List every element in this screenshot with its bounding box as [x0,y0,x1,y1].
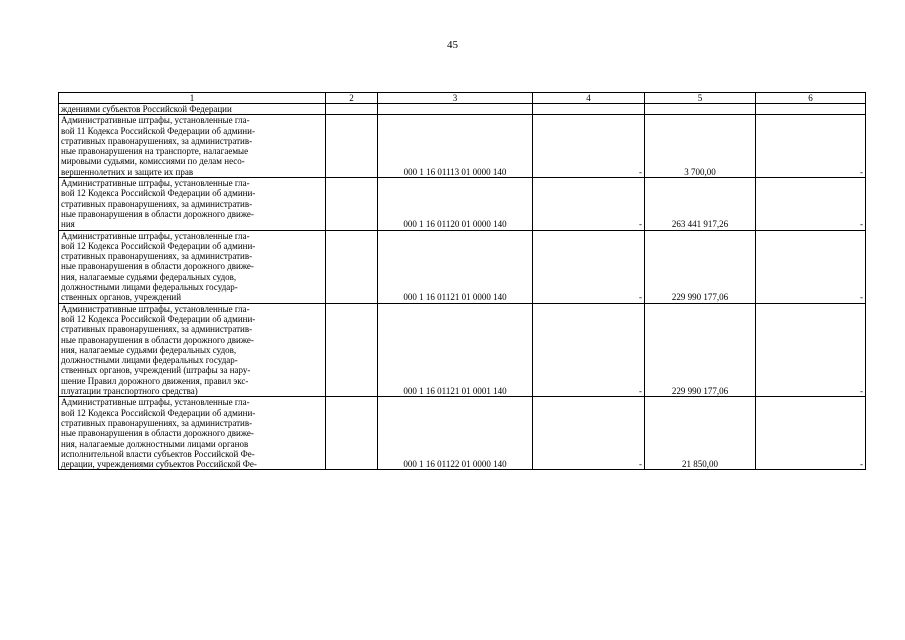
description-cell [59,230,326,303]
header-cell-3: 3 [378,93,533,104]
description-line: мировыми судьями, комиссиями по делам несо- [61,156,245,167]
description-line: ные правонарушения на транспорте, налагаемые [61,146,249,157]
page-number: 45 [447,39,458,51]
description-line: плуатации транспортного средства) [61,386,198,397]
column-2-cell [326,230,378,303]
header-cell-4: 4 [533,93,645,104]
description-line: Административные штрафы, установленные гла- [61,230,250,241]
header-cell-2: 2 [326,93,378,104]
description-line: должностными лицами федеральных государ- [61,355,238,366]
description-line: ные правонарушения в области дорожного движе- [61,428,254,439]
description-cell [59,397,326,470]
budget-code-cell: 000 1 16 01121 01 0000 140 [378,230,533,303]
table-row [59,303,866,397]
description-line: исполнительной власти субъектов Российской Фе- [61,448,255,459]
description-line: вой 12 Кодекса Российской Федерации об админи- [61,407,256,418]
description-line: вой 12 Кодекса Российской Федерации об админи- [61,240,256,251]
header-cell-6: 6 [756,93,866,104]
description-line: вершеннолетних и защите их прав [61,166,194,177]
description-cell [59,303,326,397]
column-6-cell: - [756,303,866,397]
description-line: ственных органов, учреждений (штрафы за нару- [61,365,251,376]
description-cell [59,115,326,178]
header-cell-5: 5 [645,93,756,104]
column-2-cell [326,104,378,115]
budget-code-cell [378,104,533,115]
budget-code-cell: 000 1 16 01120 01 0000 140 [378,178,533,230]
column-2-cell [326,397,378,470]
budget-code-cell: 000 1 16 01113 01 0000 140 [378,115,533,178]
column-6-cell [756,104,866,115]
description-line: вой 12 Кодекса Российской Федерации об админи- [61,188,256,199]
description-line: стративных правонарушениях, за административ- [61,198,253,209]
amount-cell: 21 850,00 [645,397,756,470]
description-line: вой 12 Кодекса Российской Федерации об админи- [61,313,256,324]
column-6-cell: - [756,115,866,178]
column-6-cell: - [756,178,866,230]
description-line: стративных правонарушениях, за административ- [61,324,253,335]
table-row [59,397,866,470]
table-row [59,115,866,178]
description-line: ственных органов, учреждений [61,292,182,303]
amount-cell: 229 990 177,06 [645,303,756,397]
description-line: Административные штрафы, установленные гла- [61,397,250,408]
column-6-cell: - [756,397,866,470]
column-2-cell [326,115,378,178]
description-line: Административные штрафы, установленные гла- [61,303,250,314]
budget-table [58,92,866,470]
column-6-cell: - [756,230,866,303]
amount-cell [645,104,756,115]
column-2-cell [326,303,378,397]
header-cell-1: 1 [59,93,326,104]
description-line: дерации, учреждениями субъектов Российской Фе- [61,459,257,470]
budget-code-cell: 000 1 16 01121 01 0001 140 [378,303,533,397]
amount-cell: 3 700,00 [645,115,756,178]
table-row [59,230,866,303]
description-line: ные правонарушения в области дорожного движе- [61,334,254,345]
budget-code-cell: 000 1 16 01122 01 0000 140 [378,397,533,470]
column-4-cell [533,104,645,115]
description-line: ния, налагаемые должностными лицами органов [61,438,249,449]
amount-cell: 263 441 917,26 [645,178,756,230]
description-line: шение Правил дорожного движения, правил экс- [61,375,249,386]
description-line: ные правонарушения в области дорожного движе- [61,261,254,272]
description-cell [59,178,326,230]
description-line: Административные штрафы, установленные гла- [61,178,250,189]
column-4-cell: - [533,115,645,178]
description-line: ждениями субъектов Российской Федерации [61,104,232,114]
description-line: стративных правонарушениях, за административ- [61,135,253,146]
header-row [59,93,866,104]
description-line: ные правонарушения в области дорожного движе- [61,208,254,219]
table-row [59,104,866,115]
column-4-cell: - [533,178,645,230]
amount-cell: 229 990 177,06 [645,230,756,303]
description-cell [59,104,326,115]
description-line: должностными лицами федеральных государ- [61,282,238,293]
column-4-cell: - [533,230,645,303]
description-line: ния, налагаемые судьями федеральных судов, [61,344,237,355]
column-4-cell: - [533,303,645,397]
table-row [59,178,866,230]
description-line: стративных правонарушениях, за административ- [61,251,253,262]
description-line: ния, налагаемые судьями федеральных судов, [61,271,237,282]
column-4-cell: - [533,397,645,470]
description-line: Административные штрафы, установленные гла- [61,115,250,126]
description-line: ния [61,219,75,230]
column-2-cell [326,178,378,230]
description-line: стративных правонарушениях, за административ- [61,417,253,428]
description-line: вой 11 Кодекса Российской Федерации об админи- [61,125,255,136]
